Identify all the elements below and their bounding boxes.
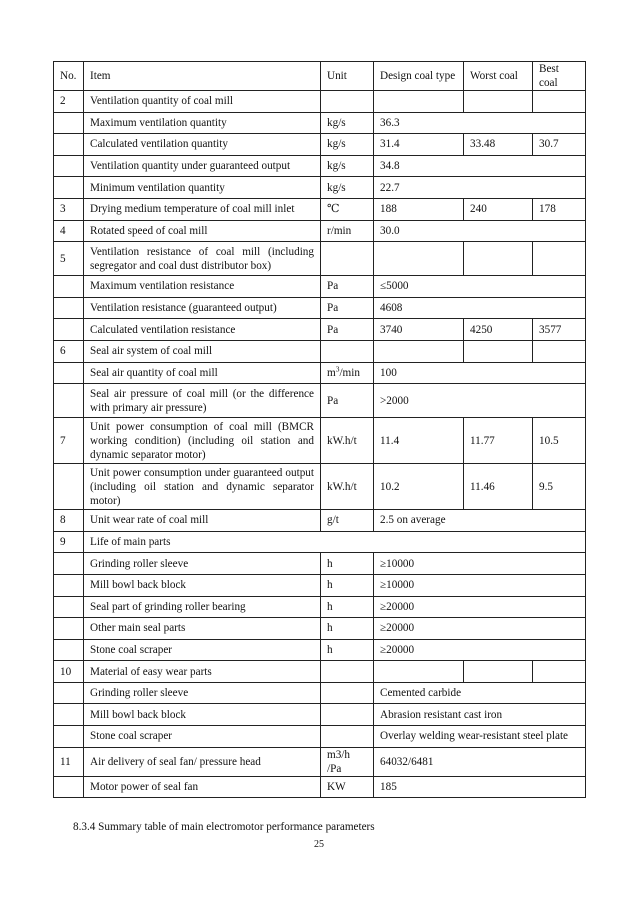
row-item: Ventilation resistance (guaranteed output): [84, 297, 321, 319]
row-unit: [321, 682, 374, 704]
row-design: 100: [374, 362, 586, 384]
header-cell-worst: Worst coal: [464, 62, 533, 91]
header-cell-unit: Unit: [321, 62, 374, 91]
table-row: [54, 726, 586, 748]
row-best: 3577: [533, 319, 586, 341]
table-row: [54, 220, 586, 242]
row-worst: 4250: [464, 319, 533, 341]
header-row: [54, 62, 586, 91]
row-design: 188: [374, 198, 464, 220]
row-worst: [464, 242, 533, 276]
row-item: Unit power consumption under guaranteed output (including oil station and dynamic separator motor): [84, 464, 321, 510]
row-unit: r/min: [321, 220, 374, 242]
table-row: [54, 639, 586, 661]
row-best: [533, 242, 586, 276]
row-worst: 240: [464, 198, 533, 220]
row-unit: kg/s: [321, 112, 374, 134]
row-best: 178: [533, 198, 586, 220]
row-no: [54, 639, 84, 661]
row-item: Stone coal scraper: [84, 639, 321, 661]
row-design: 31.4: [374, 134, 464, 156]
row-design: [374, 242, 464, 276]
row-no: [54, 384, 84, 418]
row-unit: [321, 91, 374, 113]
row-unit: kg/s: [321, 155, 374, 177]
row-design: Abrasion resistant cast iron: [374, 704, 586, 726]
row-design: ≥20000: [374, 639, 586, 661]
row-worst: [464, 661, 533, 683]
row-unit: g/t: [321, 510, 374, 532]
row-no: [54, 319, 84, 341]
row-design: 185: [374, 776, 586, 798]
row-design: >2000: [374, 384, 586, 418]
table-row: [54, 704, 586, 726]
row-item: Maximum ventilation quantity: [84, 112, 321, 134]
header-cell-item: Item: [84, 62, 321, 91]
row-unit: kW.h/t: [321, 418, 374, 464]
row-design: 10.2: [374, 464, 464, 510]
row-unit: [321, 726, 374, 748]
row-best: 10.5: [533, 418, 586, 464]
table-row: [54, 177, 586, 199]
row-unit: Pa: [321, 276, 374, 298]
row-no: [54, 276, 84, 298]
header-cell-design: Design coal type: [374, 62, 464, 91]
table-row: [54, 319, 586, 341]
row-unit: Pa: [321, 297, 374, 319]
row-item: Other main seal parts: [84, 618, 321, 640]
row-unit: ℃: [321, 198, 374, 220]
row-no: [54, 362, 84, 384]
row-design: Cemented carbide: [374, 682, 586, 704]
table-row: [54, 661, 586, 683]
row-design: 11.4: [374, 418, 464, 464]
row-design: [374, 661, 464, 683]
row-design: 3740: [374, 319, 464, 341]
superscript-3: 3: [335, 364, 340, 374]
table-row: [54, 362, 586, 384]
row-unit: h: [321, 553, 374, 575]
table-row: [54, 776, 586, 798]
row-design: 34.8: [374, 155, 586, 177]
row-no: [54, 704, 84, 726]
row-unit: [321, 704, 374, 726]
row-worst: [464, 91, 533, 113]
row-design: ≥20000: [374, 618, 586, 640]
header-cell-no: No.: [54, 62, 84, 91]
row-item: Minimum ventilation quantity: [84, 177, 321, 199]
row-no: 4: [54, 220, 84, 242]
page-number: 25: [314, 839, 324, 850]
row-item: Ventilation quantity of coal mill: [84, 91, 321, 113]
row-item: Rotated speed of coal mill: [84, 220, 321, 242]
row-unit: h: [321, 574, 374, 596]
table-row: [54, 531, 586, 553]
table-row: [54, 596, 586, 618]
table-row: [54, 384, 586, 418]
row-no: 2: [54, 91, 84, 113]
row-item: Unit power consumption of coal mill (BMCR working condition) (including oil station and dynamic separator motor): [84, 418, 321, 464]
row-unit: kW.h/t: [321, 464, 374, 510]
row-unit: [321, 340, 374, 362]
row-no: [54, 618, 84, 640]
row-design: [374, 91, 464, 113]
table-row: [54, 242, 586, 276]
row-item: Seal air quantity of coal mill: [84, 362, 321, 384]
row-no: 3: [54, 198, 84, 220]
row-design: 22.7: [374, 177, 586, 199]
row-design: Overlay welding wear-resistant steel plate: [374, 726, 586, 748]
row-worst: [464, 340, 533, 362]
row-item: Stone coal scraper: [84, 726, 321, 748]
row-design: ≥10000: [374, 553, 586, 575]
row-best: 9.5: [533, 464, 586, 510]
row-item: Calculated ventilation quantity: [84, 134, 321, 156]
row-no: [54, 574, 84, 596]
row-unit: KW: [321, 776, 374, 798]
row-design: 30.0: [374, 220, 586, 242]
row-no: [54, 776, 84, 798]
row-unit: h: [321, 596, 374, 618]
row-no: [54, 134, 84, 156]
row-worst: 11.46: [464, 464, 533, 510]
row-unit: h: [321, 618, 374, 640]
section-caption: 8.3.4 Summary table of main electromotor performance parameters: [73, 821, 375, 833]
row-unit: m3/h /Pa: [321, 747, 374, 776]
table-row: [54, 276, 586, 298]
row-best: [533, 661, 586, 683]
row-no: 7: [54, 418, 84, 464]
row-best: [533, 91, 586, 113]
table-row: [54, 418, 586, 464]
row-no: [54, 177, 84, 199]
row-unit: h: [321, 639, 374, 661]
row-item: Maximum ventilation resistance: [84, 276, 321, 298]
row-design: 36.3: [374, 112, 586, 134]
row-item: Material of easy wear parts: [84, 661, 321, 683]
row-item: Ventilation resistance of coal mill (including segregator and coal dust distributor box): [84, 242, 321, 276]
row-no: [54, 553, 84, 575]
table-row: [54, 297, 586, 319]
table-row: [54, 618, 586, 640]
table-row: [54, 155, 586, 177]
row-unit: kg/s: [321, 134, 374, 156]
row-design: ≥10000: [374, 574, 586, 596]
table-row: [54, 464, 586, 510]
parameter-table: [53, 61, 586, 798]
row-item: Seal part of grinding roller bearing: [84, 596, 321, 618]
table-row: [54, 134, 586, 156]
row-item: Mill bowl back block: [84, 574, 321, 596]
row-design: [374, 340, 464, 362]
header-cell-best: Best coal: [533, 62, 586, 91]
row-design: ≤5000: [374, 276, 586, 298]
row-best: 30.7: [533, 134, 586, 156]
row-no: [54, 596, 84, 618]
row-item: Seal air system of coal mill: [84, 340, 321, 362]
row-design: ≥20000: [374, 596, 586, 618]
table-row: [54, 340, 586, 362]
row-no: 6: [54, 340, 84, 362]
row-item: Unit wear rate of coal mill: [84, 510, 321, 532]
row-best: [533, 340, 586, 362]
row-design: 4608: [374, 297, 586, 319]
row-unit: Pa: [321, 319, 374, 341]
row-item: Life of main parts: [84, 531, 586, 553]
table-row: [54, 747, 586, 776]
table-row: [54, 510, 586, 532]
row-item: Seal air pressure of coal mill (or the difference with primary air pressure): [84, 384, 321, 418]
row-unit: kg/s: [321, 177, 374, 199]
row-design: 64032/6481: [374, 747, 586, 776]
table-row: [54, 112, 586, 134]
row-no: [54, 464, 84, 510]
row-item: Grinding roller sleeve: [84, 682, 321, 704]
row-item: Drying medium temperature of coal mill inlet: [84, 198, 321, 220]
table-row: [54, 553, 586, 575]
row-worst: 11.77: [464, 418, 533, 464]
row-item: Motor power of seal fan: [84, 776, 321, 798]
row-no: 9: [54, 531, 84, 553]
row-no: 11: [54, 747, 84, 776]
row-item: Grinding roller sleeve: [84, 553, 321, 575]
table-row: [54, 682, 586, 704]
row-item: Ventilation quantity under guaranteed output: [84, 155, 321, 177]
row-unit: Pa: [321, 384, 374, 418]
row-worst: 33.48: [464, 134, 533, 156]
row-item: Calculated ventilation resistance: [84, 319, 321, 341]
row-no: [54, 112, 84, 134]
row-unit: [321, 242, 374, 276]
row-no: [54, 297, 84, 319]
row-design: 2.5 on average: [374, 510, 586, 532]
row-no: [54, 155, 84, 177]
table-row: [54, 574, 586, 596]
row-no: 10: [54, 661, 84, 683]
row-unit: [321, 661, 374, 683]
row-no: 8: [54, 510, 84, 532]
table-row: [54, 91, 586, 113]
row-unit: $m^3/\min$: [321, 362, 374, 384]
row-item: Air delivery of seal fan/ pressure head: [84, 747, 321, 776]
row-no: 5: [54, 242, 84, 276]
row-item: Mill bowl back block: [84, 704, 321, 726]
row-no: [54, 726, 84, 748]
table-row: [54, 198, 586, 220]
row-no: [54, 682, 84, 704]
